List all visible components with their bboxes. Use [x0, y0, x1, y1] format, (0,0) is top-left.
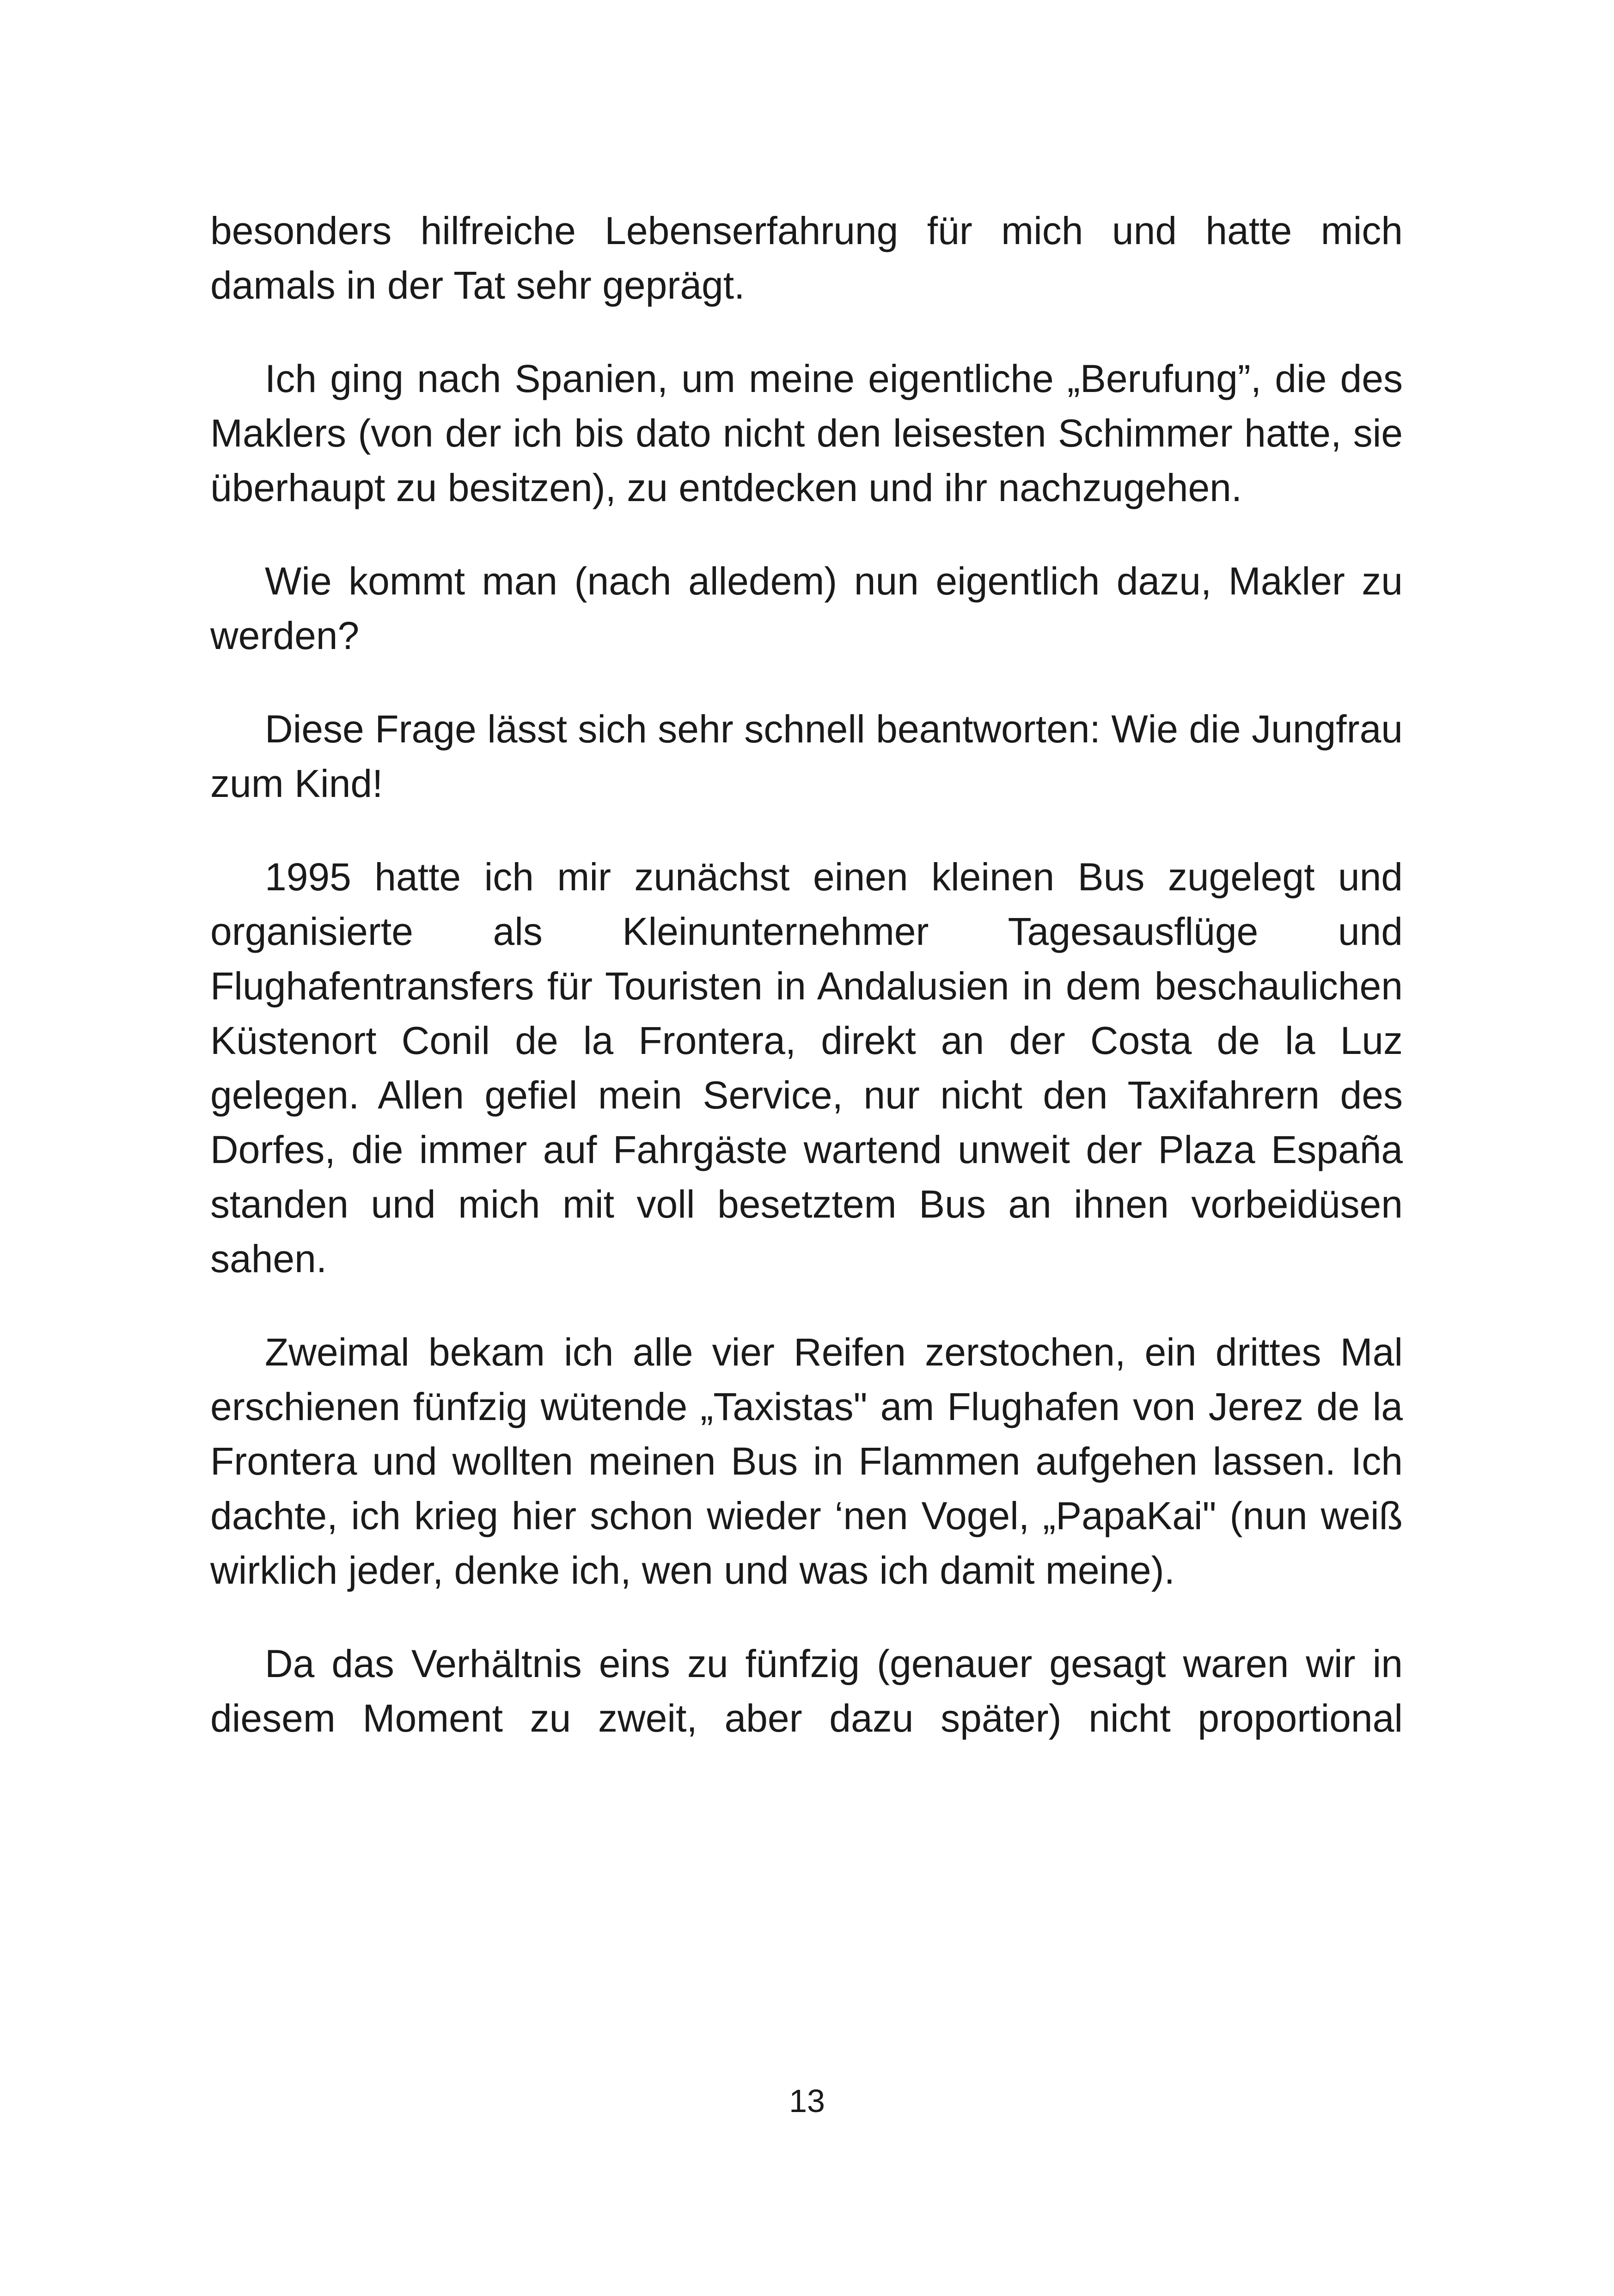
body-text [210, 203, 1403, 1745]
paragraph-bus: 1995 hatte ich mir zunächst einen kleinen Bus zugelegt und organisierte als Kleinunternehmer Tagesausflüge und Flughafentransfers für Touristen in Andalusien in dem beschaulichen Küstenort Conil de la Frontera, direkt an der Costa de la Luz gelegen. Allen gefiel mein Service, nur nicht den Taxifahrern des Dorfes, die immer auf Fahrgäste wartend unweit der Plaza España standen und mich mit voll besetztem Bus an ihnen vorbeidüsen sahen. [210, 855, 1403, 1280]
paragraph-ratio: Da das Verhältnis eins zu fünfzig (genauer gesagt waren wir in diesem Moment zu zweit, aber dazu später) nicht proportional [210, 1642, 1403, 1740]
paragraph-spain: Ich ging nach Spanien, um meine eigentliche „Berufung”, die des Maklers (von der ich bis dato nicht den leisesten Schimmer hatte, sie überhaupt zu besitzen), zu entdecken und ihr nachzugehen. [210, 357, 1403, 509]
paragraph-taxistas: Zweimal bekam ich alle vier Reifen zerstochen, ein drittes Mal erschienen fünfzig wütende „Taxistas" am Flughafen von Jerez de la Frontera und wollten meinen Bus in Flammen aufgehen lassen. Ich dachte, ich krieg hier schon wieder ‘nen Vogel, „PapaKai" (nun weiß wirklich jeder, denke ich, wen und was ich damit meine). [210, 1330, 1403, 1592]
paragraph-answer: Diese Frage lässt sich sehr schnell beantworten: Wie die Jungfrau zum Kind! [210, 707, 1403, 805]
paragraph-question: Wie kommt man (nach alledem) nun eigentlich dazu, Makler zu werden? [210, 559, 1403, 657]
paragraph-continuation: besonders hilfreiche Lebenserfahrung für mich und hatte mich damals in der Tat sehr geprägt. [210, 209, 1403, 307]
page-number: 13 [789, 2083, 825, 2119]
